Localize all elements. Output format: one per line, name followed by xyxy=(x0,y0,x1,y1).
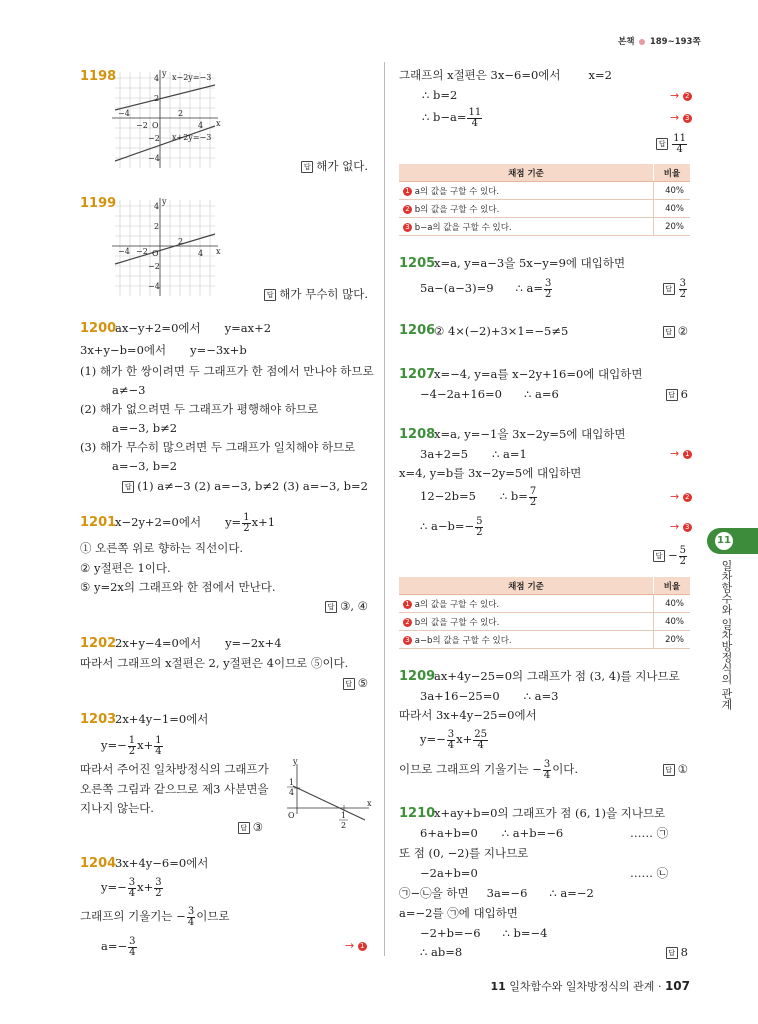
solution-line: a=−3, b≠2 xyxy=(112,421,178,435)
solution-line: 3x+y−b=0에서 y=−3x+b xyxy=(80,343,247,357)
solution-line: ax−y+2=0에서 y=ax+2 xyxy=(115,321,272,335)
answer-1208: 답 − $\frac{5}{2}$ xyxy=(653,544,688,567)
tick-label: −2 xyxy=(136,247,148,256)
axis-label-x: x xyxy=(216,119,221,128)
step-marker: → 1 xyxy=(345,939,367,952)
answer-box-icon: 답 xyxy=(238,822,250,834)
step-1-icon: 1 xyxy=(358,942,367,951)
header-dot-icon xyxy=(639,39,645,45)
tick-label: 4 xyxy=(154,74,160,83)
solution-line: 따라서 주어진 일차방정식의 그래프가 xyxy=(80,762,269,776)
problem-number: 1206 xyxy=(399,323,436,338)
solution-line: ∴ b−a= $\frac{11}{4}$ xyxy=(422,106,482,129)
axis-label-y: y xyxy=(162,69,167,78)
origin-label: O xyxy=(152,249,159,258)
axis-label-x: x xyxy=(216,247,221,256)
answer-box-icon: 답 xyxy=(666,947,678,959)
tick-label: 2 xyxy=(341,821,347,830)
tick-label: 4 xyxy=(198,121,204,130)
solution-line: 그래프의 기울기는 − $\frac{3}{4}$ 이므로 xyxy=(80,905,230,928)
solution-line: 6+a+b=0 ∴ a+b=−6 xyxy=(420,826,564,840)
page-header xyxy=(618,35,701,47)
graph-1198 xyxy=(110,68,232,172)
answer-1201 xyxy=(325,599,368,613)
problem-number: 1198 xyxy=(80,69,117,84)
axis-label-x: x xyxy=(367,799,372,808)
solution-line: x=4, y=b를 3x−2y=5에 대입하면 xyxy=(399,466,582,480)
answer-1205: 답 $\frac{3}{2}$ xyxy=(663,277,688,300)
problem-number: 1209 xyxy=(399,669,436,684)
answer-1198 xyxy=(301,158,368,174)
table-row: 1 a의 값을 구할 수 있다. 40% xyxy=(399,182,690,200)
step-marker: → 3 xyxy=(670,520,692,533)
answer-1203 xyxy=(238,820,263,834)
step-marker: → 2 xyxy=(670,89,692,102)
step-marker: → 3 xyxy=(670,111,692,124)
answer-box-icon: 답 xyxy=(663,283,675,295)
grading-table-1208 xyxy=(399,577,690,649)
solution-line: 12−2b=5 ∴ b= $\frac{7}{2}$ xyxy=(420,485,537,508)
solution-line: ax+4y−25=0의 그래프가 점 (3, 4)를 지나므로 xyxy=(434,669,680,683)
solution-line: x+ay+b=0의 그래프가 점 (6, 1)을 지나므로 xyxy=(434,806,666,820)
origin-label: O xyxy=(152,121,159,130)
problem-number: 1199 xyxy=(80,196,117,211)
table-header: 비율 xyxy=(654,577,691,595)
axis-label-y: y xyxy=(293,758,298,766)
graph-1203 xyxy=(283,758,373,830)
problem-number: 1205 xyxy=(399,256,436,271)
answer-text: ① xyxy=(677,762,688,776)
answer-box-icon: 답 xyxy=(264,289,276,301)
table-header: 채점 기준 xyxy=(399,164,654,182)
answer-box-icon: 답 xyxy=(325,601,337,613)
solution-line: ① 오른쪽 위로 향하는 직선이다. xyxy=(80,541,244,555)
solution-line: …… ㉠ xyxy=(630,826,669,840)
axis-label-y: y xyxy=(162,197,167,206)
tick-label: 1 xyxy=(341,811,347,820)
tick-label: −4 xyxy=(148,282,160,291)
answer-1210 xyxy=(666,945,688,959)
solution-line: ② y절편은 1이다. xyxy=(80,561,171,575)
tick-label: 4 xyxy=(154,202,160,211)
answer-box-icon: 답 xyxy=(663,326,675,338)
problem-number: 1202 xyxy=(80,636,117,651)
answer-box-icon: 답 xyxy=(653,550,665,562)
tick-label: −2 xyxy=(136,121,148,130)
table-row: 3 b−a의 값을 구할 수 있다. 20% xyxy=(399,218,690,236)
answer-1204: 답 $\frac{11}{4}$ xyxy=(656,132,688,155)
tick-label: −4 xyxy=(148,154,160,163)
solution-line: 3a+2=5 ∴ a=1 xyxy=(420,447,527,461)
answer-1202 xyxy=(343,676,368,690)
answer-text: ⑤ xyxy=(357,676,368,690)
answer-text: 8 xyxy=(680,945,688,959)
answer-box-icon: 답 xyxy=(122,481,134,493)
problem-number: 1210 xyxy=(399,806,436,821)
line-label: x+2y=−3 xyxy=(172,133,212,142)
grading-table-1204 xyxy=(399,164,690,236)
answer-1206 xyxy=(663,324,688,338)
solution-line: ∴ b=2 xyxy=(422,88,458,102)
answer-box-icon: 답 xyxy=(301,161,313,173)
line-label: x−2y=−3 xyxy=(172,73,212,82)
solution-line: 이므로 그래프의 기울기는 − $\frac{3}{4}$ 이다. xyxy=(399,758,579,781)
solution-line: y=− $\frac{3}{4}$ x+ $\frac{25}{4}$ xyxy=(420,728,488,751)
problem-number: 1200 xyxy=(80,321,117,336)
chapter-side-tab xyxy=(707,528,758,554)
answer-text: 해가 없다. xyxy=(316,159,368,173)
step-marker: → 1 xyxy=(670,447,692,460)
step-2-icon: 2 xyxy=(683,92,692,101)
solution-line: ㉠−㉡을 하면 3a=−6 ∴ a=−2 xyxy=(399,886,594,900)
solution-line: −4−2a+16=0 ∴ a=6 xyxy=(420,387,559,401)
solution-line: ⑤ y=2x의 그래프와 한 점에서 만난다. xyxy=(80,580,276,594)
problem-number: 1208 xyxy=(399,427,436,442)
solution-line: a≠−3 xyxy=(112,383,146,397)
problem-number: 1203 xyxy=(80,712,117,727)
solution-line: ∴ a−b=− $\frac{5}{2}$ xyxy=(420,515,483,538)
footer-chapter-num: 11 xyxy=(490,980,506,993)
graph-1199 xyxy=(110,196,232,300)
solution-line: x=−4, y=a를 x−2y+16=0에 대입하면 xyxy=(434,367,643,381)
answer-1200 xyxy=(122,479,368,493)
tick-label: 4 xyxy=(289,788,295,797)
step-1-icon: 1 xyxy=(683,450,692,459)
header-book: 본책 xyxy=(618,37,635,47)
answer-text: 해가 무수히 많다. xyxy=(279,287,368,301)
answer-box-icon: 답 xyxy=(663,764,675,776)
solution-line: a=−2를 ㉠에 대입하면 xyxy=(399,906,518,920)
solution-line: (2) 해가 없으려면 두 그래프가 평행해야 하므로 xyxy=(80,402,319,416)
answer-text: ② xyxy=(677,324,688,338)
answer-text: ③, ④ xyxy=(340,599,368,613)
solution-line: 3a+16−25=0 ∴ a=3 xyxy=(420,689,559,703)
solution-line: −2+b=−6 ∴ b=−4 xyxy=(420,926,548,940)
tick-label: 2 xyxy=(178,109,184,118)
footer-chapter-title: 일차함수와 일차방정식의 관계 xyxy=(509,980,655,993)
header-pages: 189~193쪽 xyxy=(649,37,701,47)
table-row: 2 b의 값을 구할 수 있다. 40% xyxy=(399,200,690,218)
solution-line: 오른쪽 그림과 같으므로 제3 사분면을 xyxy=(80,782,269,796)
table-row: 3 a−b의 값을 구할 수 있다. 20% xyxy=(399,631,690,649)
table-row: 2 b의 값을 구할 수 있다. 40% xyxy=(399,613,690,631)
solution-line: 2x+4y−1=0에서 xyxy=(115,712,209,726)
problem-number: 1204 xyxy=(80,856,117,871)
solution-line: 5a−(a−3)=9 ∴ a= $\frac{3}{2}$ xyxy=(420,277,552,300)
tick-label: 1 xyxy=(289,778,295,787)
tick-label: −4 xyxy=(118,247,130,256)
origin-label: O xyxy=(288,811,295,820)
problem-number: 1207 xyxy=(399,367,436,382)
solution-line: 그래프의 x절편은 3x−6=0에서 x=2 xyxy=(399,68,612,82)
step-2-icon: 2 xyxy=(683,493,692,502)
solution-line: (3) 해가 무수히 많으려면 두 그래프가 일치해야 하므로 xyxy=(80,440,356,454)
column-divider xyxy=(384,62,385,956)
solution-line: y=− $\frac{1}{2}$ x+ $\frac{1}{4}$ xyxy=(101,734,162,757)
chapter-side-title: 일차함수와 일차방정식의 관계 xyxy=(720,560,733,710)
solution-line: ∴ ab=8 xyxy=(420,945,463,959)
solution-line: …… ㉡ xyxy=(630,866,669,880)
tick-label: 4 xyxy=(198,249,204,258)
step-marker: → 2 xyxy=(670,490,692,503)
tick-label: 2 xyxy=(154,94,160,103)
table-row: 1 a의 값을 구할 수 있다. 40% xyxy=(399,595,690,613)
solution-line: a=−3, b=2 xyxy=(112,459,178,473)
answer-box-icon: 답 xyxy=(666,389,678,401)
page-footer: 11 일차함수와 일차방정식의 관계 · 107 xyxy=(490,979,690,993)
solution-line: 또 점 (0, −2)를 지나므로 xyxy=(399,846,529,860)
solution-line: a=− $\frac{3}{4}$ xyxy=(101,935,136,958)
answer-text: (1) a≠−3 (2) a=−3, b≠2 (3) a=−3, b=2 xyxy=(137,479,368,493)
chapter-number-badge: 11 xyxy=(715,532,733,550)
answer-1207 xyxy=(666,387,688,401)
solution-line: x−2y+2=0에서 y= $\frac{1}{2}$ x+1 xyxy=(115,511,276,534)
solution-line: 지나지 않는다. xyxy=(80,801,154,815)
problem-number: 1201 xyxy=(80,515,117,530)
solution-line: y=− $\frac{3}{4}$ x+ $\frac{3}{2}$ xyxy=(101,876,162,899)
solution-line: −2a+b=0 xyxy=(420,866,478,880)
answer-box-icon: 답 xyxy=(343,678,355,690)
tick-label: −2 xyxy=(148,134,160,143)
solution-line: x=a, y=a−3을 5x−y=9에 대입하면 xyxy=(434,256,626,270)
solution-line: (1) 해가 한 쌍이려면 두 그래프가 한 점에서 만나야 하므로 xyxy=(80,364,374,378)
solution-line: x=a, y=−1을 3x−2y=5에 대입하면 xyxy=(434,427,626,441)
solution-line: 2x+y−4=0에서 y=−2x+4 xyxy=(115,636,282,650)
answer-text: ③ xyxy=(252,820,263,834)
page-number: 107 xyxy=(664,979,690,993)
answer-1199 xyxy=(264,286,368,302)
answer-1209 xyxy=(663,762,688,776)
tick-label: −4 xyxy=(118,109,130,118)
step-3-icon: 3 xyxy=(683,523,692,532)
answer-box-icon: 답 xyxy=(656,138,668,150)
answer-text: 6 xyxy=(680,387,688,401)
tick-label: 2 xyxy=(154,222,160,231)
solution-line: 3x+4y−6=0에서 xyxy=(115,856,209,870)
table-header: 채점 기준 xyxy=(399,577,654,595)
tick-label: −2 xyxy=(148,262,160,271)
tick-label: 2 xyxy=(178,237,184,246)
solution-line: 따라서 그래프의 x절편은 2, y절편은 4이므로 ⑤이다. xyxy=(80,656,349,670)
solution-line: 따라서 3x+4y−25=0에서 xyxy=(399,708,537,722)
step-3-icon: 3 xyxy=(683,114,692,123)
table-header: 비율 xyxy=(654,164,691,182)
solution-line: ② 4×(−2)+3×1=−5≠5 xyxy=(434,324,569,338)
